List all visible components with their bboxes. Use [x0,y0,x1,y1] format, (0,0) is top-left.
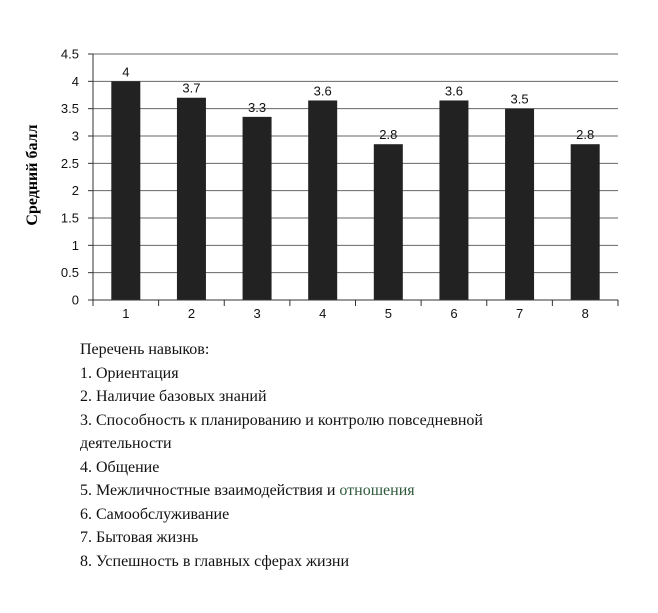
data-label-2: 3.7 [182,80,201,96]
legend-item-8: 8. Успешность в главных сферах жизни [80,552,350,570]
x-tick-label-3: 3 [253,306,261,321]
data-label-6: 3.6 [444,83,463,99]
y-tick-label-7: 3.5 [60,101,79,117]
data-label-8: 2.8 [576,127,595,143]
bar-2 [177,98,206,300]
bar-5 [374,144,403,300]
data-label-1: 4 [122,64,130,80]
legend-item-5 [80,479,483,503]
bar-1 [111,81,140,300]
y-tick-label-4: 2 [71,183,79,199]
legend-item-7: 7. Бытовая жизнь [80,529,199,546]
y-tick-label-6: 3 [71,128,79,144]
y-tick-label-8: 4 [71,73,79,89]
legend-item-6: 6. Самообслуживание [80,505,230,523]
x-tick-label-5: 5 [384,306,392,321]
legend-item-5-text: 5. Межличностные взаимодействия и [80,482,340,499]
bar-4 [308,100,337,300]
y-tick-label-5: 2.5 [60,155,79,171]
axes [88,54,618,306]
bar-6 [439,100,468,300]
x-tick-label-7: 7 [515,306,524,321]
x-tick-label-2: 2 [187,306,196,321]
data-label-7: 3.5 [510,91,529,107]
legend-item-1: 1. Ориентация [80,364,179,382]
y-tick-label-1: 0.5 [60,265,79,281]
y-tick-label-0: 0 [71,292,79,308]
legend-item-3: 3. Способность к планированию и контролю повседневной [80,411,483,429]
legend-item-3-continued: деятельности [80,435,172,452]
legend-item-2: 2. Наличие базовых знаний [80,388,267,405]
x-tick-label-6: 6 [450,306,458,321]
bar-8 [571,144,600,300]
bar-3 [243,117,272,300]
x-tick-label-1: 1 [122,306,130,321]
data-label-5: 2.8 [379,127,398,143]
legend-item-4: 4. Общение [80,458,160,476]
bar-7 [505,109,534,300]
legend-title: Перечень навыков: [80,341,210,358]
y-tick-label-9: 4.5 [60,46,79,62]
y-axis-label: Средний балл [24,124,41,226]
gridlines [93,54,618,273]
y-tick-label-2: 1 [71,237,79,253]
data-label-3: 3.3 [248,99,267,115]
y-tick-label-3: 1.5 [60,210,79,226]
skills-legend [80,338,483,573]
x-tick-label-8: 8 [581,306,589,321]
legend-item-5-accent: отношения [339,482,415,499]
x-tick-label-4: 4 [319,306,327,321]
data-label-4: 3.6 [313,83,332,99]
